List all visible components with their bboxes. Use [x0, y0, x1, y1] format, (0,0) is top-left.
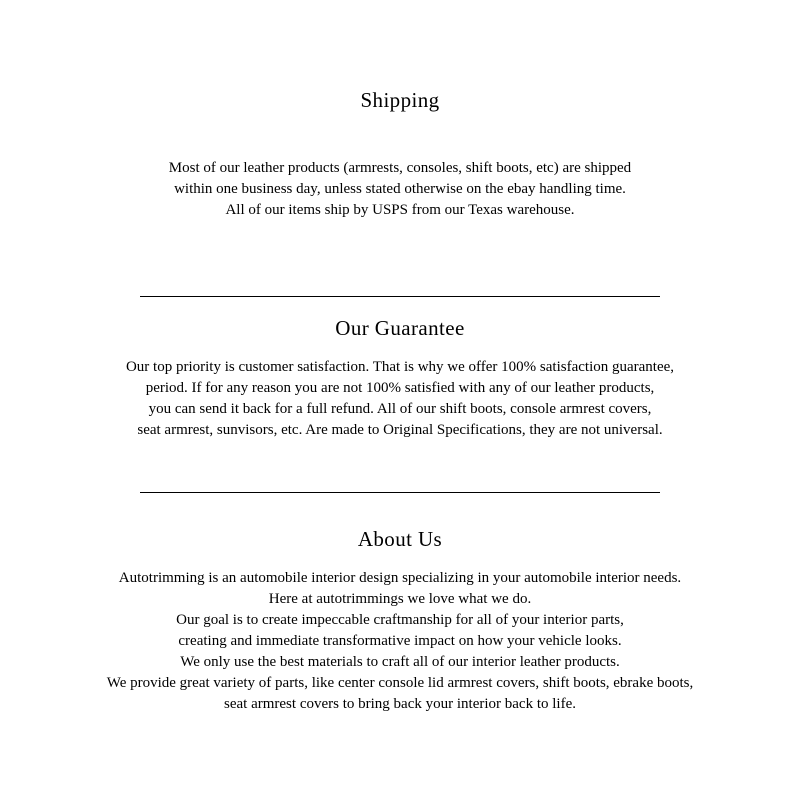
guarantee-line: you can send it back for a full refund. All of our shift boots, console armrest covers, [148, 401, 652, 417]
about-title-text: About Us [357, 527, 443, 551]
about-line: We only use the best materials to craft all of our interior leather products. [180, 654, 620, 670]
shipping-line: Most of our leather products (armrests, consoles, shift boots, etc) are shipped [168, 160, 632, 176]
section-guarantee-heading [0, 316, 800, 341]
section-shipping-heading [0, 88, 800, 113]
shipping-title-text: Shipping [360, 88, 440, 112]
guarantee-line: Our top priority is customer satisfaction. That is why we offer 100% satisfaction guarantee, [125, 359, 675, 375]
shipping-line: within one business day, unless stated otherwise on the ebay handling time. [174, 181, 626, 197]
about-line: Our goal is to create impeccable craftmanship for all of your interior parts, [176, 612, 624, 628]
guarantee-line: period. If for any reason you are not 100% satisfied with any of our leather products, [145, 380, 655, 396]
section-shipping-body [0, 158, 800, 221]
section-about-body [0, 568, 800, 715]
about-line: We provide great variety of parts, like center console lid armrest covers, shift boots, ebrake boots, [106, 675, 694, 691]
section-about-heading [0, 527, 800, 552]
shipping-line: All of our items ship by USPS from our Texas warehouse. [225, 202, 575, 218]
about-line: Here at autotrimmings we love what we do. [268, 591, 532, 607]
section-guarantee-body [0, 357, 800, 441]
about-line: creating and immediate transformative impact on how your vehicle looks. [178, 633, 622, 649]
about-line: Autotrimming is an automobile interior design specializing in your automobile interior needs. [118, 570, 682, 586]
divider-line [140, 492, 660, 493]
guarantee-line: seat armrest, sunvisors, etc. Are made to Original Specifications, they are not universal. [137, 422, 663, 438]
divider-line [140, 296, 660, 297]
section-divider [0, 296, 800, 297]
about-line: seat armrest covers to bring back your interior back to life. [224, 696, 576, 712]
guarantee-title-text: Our Guarantee [335, 316, 465, 340]
section-divider [0, 492, 800, 493]
